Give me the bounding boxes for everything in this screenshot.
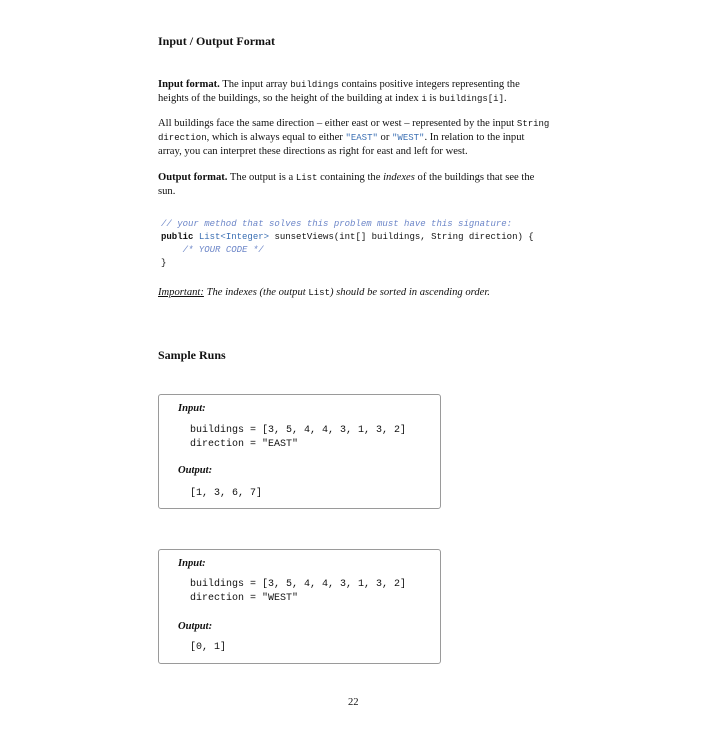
code-comment: // your method that solves this problem must have this signature:: [161, 219, 513, 229]
section-title: Input / Output Format: [158, 34, 276, 48]
sample-runs-title: Sample Runs: [158, 348, 226, 362]
input-format-label: Input format.: [158, 79, 220, 90]
sample-run-box: [158, 549, 441, 664]
code-buildings: buildings: [290, 80, 339, 90]
input-label: Input:: [178, 403, 206, 414]
output-format-label: Output format.: [158, 172, 228, 183]
sample-direction: direction = "WEST": [190, 593, 299, 604]
sample-output: [0, 1]: [190, 642, 227, 653]
output-label: Output:: [178, 621, 213, 632]
output-format-paragraph: Output format. The output is a List containing the indexes of the buildings that see the sun.: [158, 172, 535, 197]
input-label: Input:: [178, 558, 206, 569]
sample-output: [1, 3, 6, 7]: [190, 488, 263, 499]
sample-buildings: buildings = [3, 5, 4, 4, 3, 1, 3, 2]: [190, 579, 407, 590]
sample-direction: direction = "EAST": [190, 439, 299, 450]
page-number: 22: [348, 697, 359, 708]
sample-run-box: [158, 394, 441, 509]
input-format-paragraph: Input format. The input array buildings contains positive integers representing the heights of the buildings, so the height of the building at index i is buildings[i].: [158, 79, 520, 104]
important-note: Important: The indexes (the output List) should be sorted in ascending order.: [158, 287, 490, 298]
direction-paragraph: All buildings face the same direction – either east or west – represented by the input String direction, which is always equal to either "EAST" or "WEST". In relation to the input array, you can interpret these directions as right for east and left for west.: [158, 118, 550, 157]
sample-buildings: buildings = [3, 5, 4, 4, 3, 1, 3, 2]: [190, 425, 407, 436]
code-signature-block: // your method that solves this problem must have this signature: public List<Integer> sunsetViews(int[] buildings, String direction) { /* YOUR CODE */ }: [161, 219, 534, 268]
output-label: Output:: [178, 465, 213, 476]
